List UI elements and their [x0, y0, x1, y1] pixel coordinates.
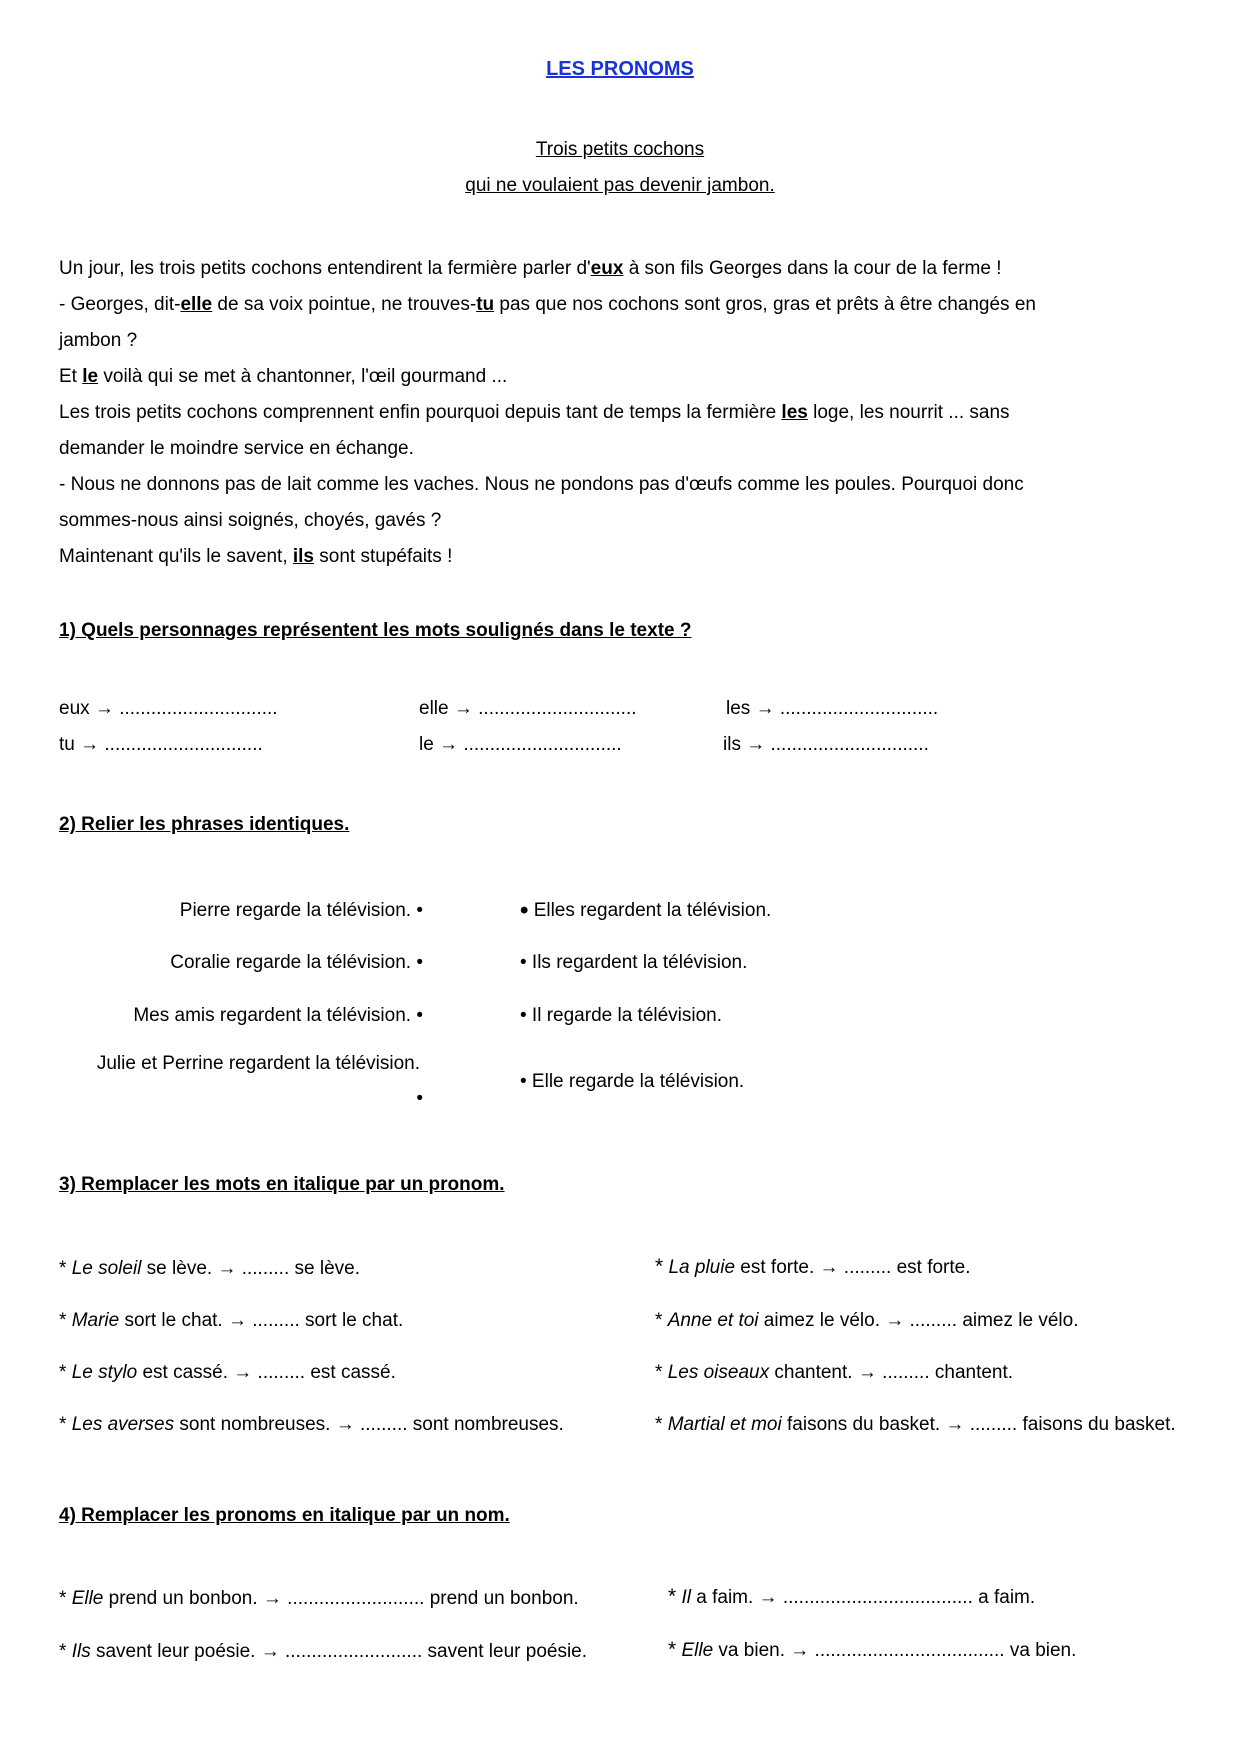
q3-exercise-line[interactable]: * La pluie est forte. → ......... est forte.: [655, 1255, 971, 1278]
story-line: jambon ?: [59, 330, 138, 351]
underlined-pronoun: eux: [590, 258, 624, 279]
q2-left-sentence[interactable]: Pierre regarde la télévision. •: [179, 900, 423, 921]
underlined-pronoun: ils: [292, 546, 314, 567]
story-line: Un jour, les trois petits cochons entendirent la fermière parler d'eux à son fils Georges dans la cour de la ferme !: [59, 258, 1002, 279]
q3-exercise-line[interactable]: * Marie sort le chat. → ......... sort le chat.: [59, 1310, 404, 1331]
q2-right-sentence[interactable]: • Ils regardent la télévision.: [520, 952, 748, 973]
story-line: demander le moindre service en échange.: [59, 438, 414, 459]
story-line: - Nous ne donnons pas de lait comme les vaches. Nous ne pondons pas d'œufs comme les poules. Pourquoi donc: [59, 474, 1024, 495]
q2-right-sentence[interactable]: • Elle regarde la télévision.: [520, 1071, 745, 1092]
underlined-pronoun: tu: [476, 294, 495, 315]
q3-exercise-line[interactable]: * Anne et toi aimez le vélo. → ......... aimez le vélo.: [655, 1310, 1079, 1331]
q4-exercise-line[interactable]: * Elle va bien. → .................................... va bien.: [668, 1638, 1077, 1661]
story-title-line-1: Trois petits cochons: [535, 139, 705, 160]
question-2-heading: 2) Relier les phrases identiques.: [59, 814, 350, 835]
story-line: sommes-nous ainsi soignés, choyés, gavés ?: [59, 510, 442, 531]
q1-answer-line[interactable]: tu → ..............................: [59, 734, 263, 755]
q4-exercise-line[interactable]: * Elle prend un bonbon. → .......................... prend un bonbon.: [59, 1588, 579, 1609]
q2-right-sentence[interactable]: • Elles regardent la télévision.: [520, 897, 772, 924]
story-line: Maintenant qu'ils le savent, ils sont stupéfaits !: [59, 546, 453, 567]
underlined-pronoun: elle: [180, 294, 213, 315]
q2-left-sentence[interactable]: Julie et Perrine regardent la télévision.: [96, 1053, 420, 1074]
page-title[interactable]: LES PRONOMS: [546, 58, 694, 80]
question-3-heading: 3) Remplacer les mots en italique par un pronom.: [59, 1174, 505, 1195]
q2-right-sentence[interactable]: • Il regarde la télévision.: [520, 1005, 723, 1026]
story-title-line-2: qui ne voulaient pas devenir jambon.: [465, 175, 775, 196]
q4-exercise-line[interactable]: * Il a faim. → .................................... a faim.: [668, 1585, 1036, 1608]
q1-answer-line[interactable]: les → ..............................: [726, 698, 939, 719]
q3-exercise-line[interactable]: * Martial et moi faisons du basket. → ......... faisons du basket.: [655, 1414, 1176, 1435]
q2-left-sentence[interactable]: Coralie regarde la télévision. •: [170, 952, 423, 973]
q1-answer-line[interactable]: eux → ..............................: [59, 698, 278, 719]
q2-left-sentence[interactable]: Mes amis regardent la télévision. •: [133, 1005, 423, 1026]
question-1-heading: 1) Quels personnages représentent les mots soulignés dans le texte ?: [59, 620, 692, 641]
story-paragraph: [59, 251, 1139, 575]
q1-answer-line[interactable]: elle → ..............................: [419, 698, 637, 719]
q3-exercise-line[interactable]: * Le soleil se lève. → ......... se lève.: [59, 1258, 360, 1279]
underlined-pronoun: le: [82, 366, 99, 387]
q1-answer-line[interactable]: ils → ..............................: [723, 734, 929, 755]
story-line: Et le voilà qui se met à chantonner, l'œil gourmand ...: [59, 366, 508, 387]
q1-answer-line[interactable]: le → ..............................: [419, 734, 622, 755]
q3-exercise-line[interactable]: * Les averses sont nombreuses. → ......... sont nombreuses.: [59, 1414, 564, 1435]
q3-exercise-line[interactable]: * Le stylo est cassé. → ......... est cassé.: [59, 1362, 396, 1383]
q4-exercise-line[interactable]: * Ils savent leur poésie. → .......................... savent leur poésie.: [59, 1641, 588, 1662]
story-line: Les trois petits cochons comprennent enfin pourquoi depuis tant de temps la fermière les loge, les nourrit ... sans: [59, 402, 1010, 423]
bullet-dot: •: [520, 897, 529, 924]
question-4-heading: 4) Remplacer les pronoms en italique par un nom.: [59, 1505, 510, 1526]
story-line: - Georges, dit-elle de sa voix pointue, ne trouves-tu pas que nos cochons sont gros, gras et prêts à être changés en: [59, 294, 1036, 315]
q3-exercise-line[interactable]: * Les oiseaux chantent. → ......... chantent.: [655, 1362, 1014, 1383]
underlined-pronoun: les: [781, 402, 808, 423]
q2-left-bullet[interactable]: •: [416, 1088, 423, 1109]
